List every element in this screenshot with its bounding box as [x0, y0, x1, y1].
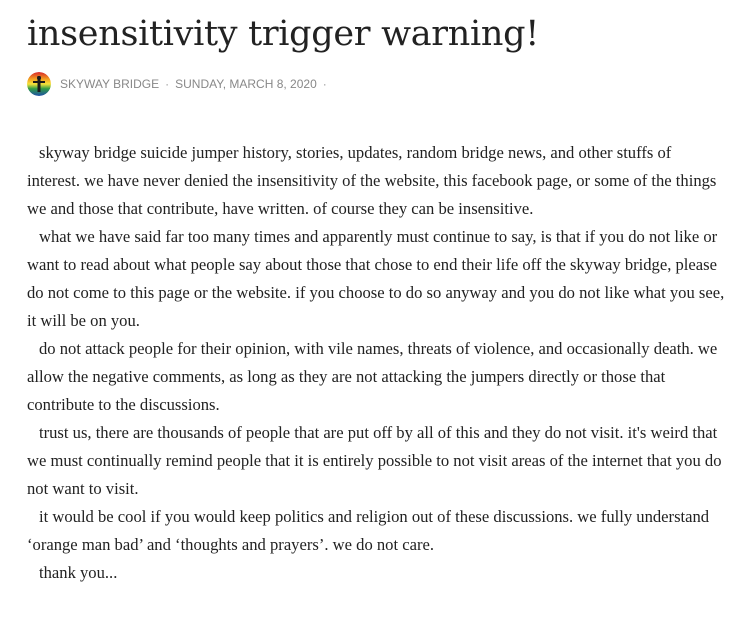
author-avatar-icon[interactable] [27, 72, 51, 96]
post-paragraph: do not attack people for their opinion, with vile names, threats of violence, and occasionally death. we allow the negative comments, as long as they are not attacking the jumpers directly or those that contribute to the discussions. [27, 339, 718, 414]
byline-separator: · [165, 77, 170, 91]
post-paragraph: trust us, there are thousands of people that are put off by all of this and they do not visit. it's weird that we must continually remind people that it is entirely possible to not visit areas of the internet that you do not want to visit. [27, 423, 722, 498]
post-author-link[interactable]: SKYWAY BRIDGE [60, 77, 160, 91]
byline-separator-trailing: · [322, 77, 327, 91]
post-paragraph: what we have said far too many times and apparently must continue to say, is that if you do not like or want to read about what people say about those that chose to end their life off the skyway bridge, please do not come to this page or the website. if you choose to do so anyway and you do not like what you see, it will be on you. [27, 227, 725, 330]
post-body [27, 139, 727, 587]
post-paragraph: it would be cool if you would keep politics and religion out of these discussions. we fully understand ‘orange man bad’ and ‘thoughts and prayers’. we do not care. [27, 507, 710, 554]
post-date: SUNDAY, MARCH 8, 2020 [175, 77, 317, 91]
post-paragraph: skyway bridge suicide jumper history, stories, updates, random bridge news, and other stuffs of interest. we have never denied the insensitivity of the website, this facebook page, or some of the things we and those that contribute, have written. of course they can be insensitive. [27, 143, 717, 218]
post-paragraph: thank you... [39, 563, 118, 582]
post-title[interactable]: insensitivity trigger warning! [27, 14, 539, 54]
post-byline [27, 72, 333, 96]
